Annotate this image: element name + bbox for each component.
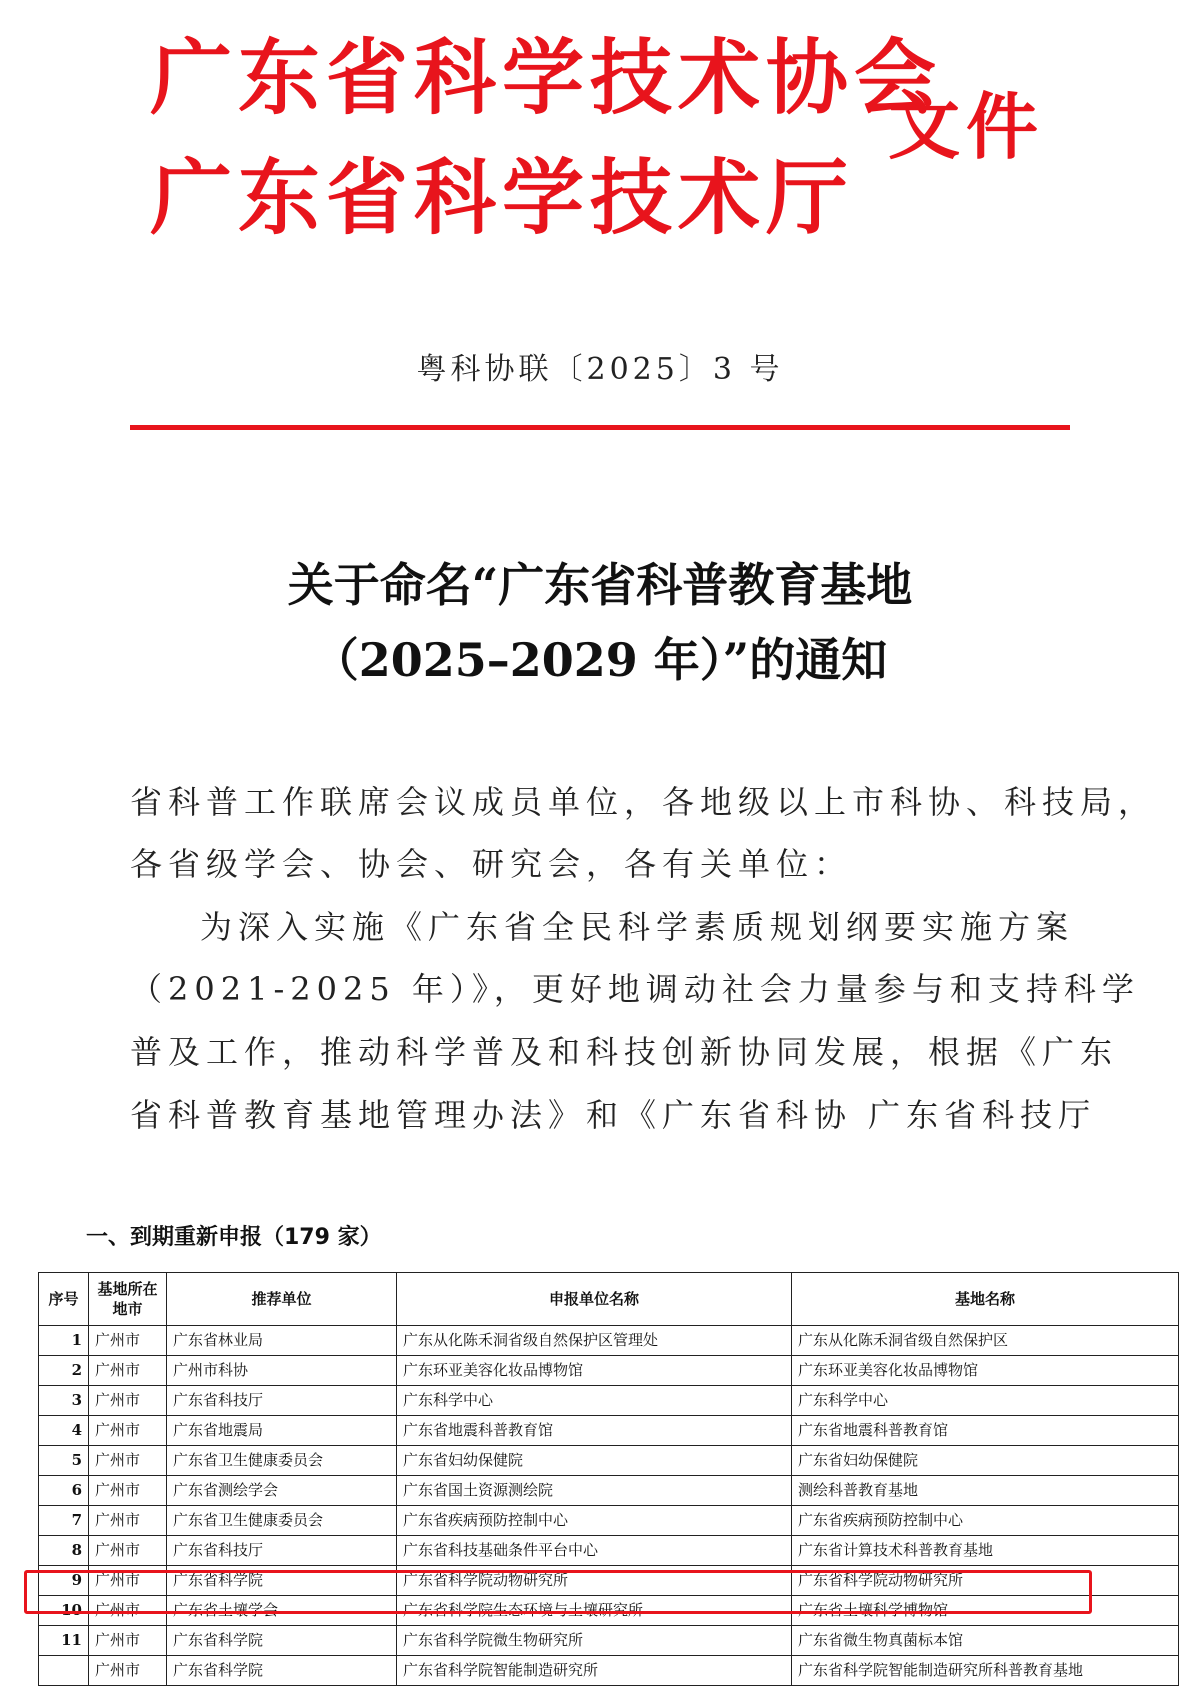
header-divider bbox=[130, 425, 1070, 430]
table-row bbox=[39, 1656, 1179, 1686]
table-row bbox=[39, 1416, 1179, 1446]
table-row bbox=[39, 1386, 1179, 1416]
table-cell-base: 广东省土壤科学博物馆 bbox=[792, 1596, 1179, 1626]
salutation-line-1: 省科普工作联席会议成员单位，各地级以上市科协、科技局， bbox=[130, 783, 1157, 821]
base-list-table bbox=[38, 1272, 1179, 1686]
table-cell-no: 8 bbox=[39, 1536, 89, 1566]
document-number: 粤科协联〔2025〕3 号 bbox=[416, 352, 784, 387]
table-cell-recommender: 广东省科技厅 bbox=[167, 1386, 397, 1416]
table-cell-city: 广州市 bbox=[89, 1506, 167, 1536]
table-cell-recommender: 广东省林业局 bbox=[167, 1326, 397, 1356]
table-cell-no: 3 bbox=[39, 1386, 89, 1416]
table-cell-base: 广东省科学院动物研究所 bbox=[792, 1566, 1179, 1596]
table-cell-applicant: 广东省科学院动物研究所 bbox=[397, 1566, 792, 1596]
column-header: 申报单位名称 bbox=[397, 1273, 792, 1326]
table-cell-no: 11 bbox=[39, 1626, 89, 1656]
table-cell-city: 广州市 bbox=[89, 1386, 167, 1416]
table-cell-recommender: 广州市科协 bbox=[167, 1356, 397, 1386]
table-cell-city: 广州市 bbox=[89, 1476, 167, 1506]
table-cell-recommender: 广东省卫生健康委员会 bbox=[167, 1506, 397, 1536]
table-cell-city: 广州市 bbox=[89, 1566, 167, 1596]
table-cell-applicant: 广东省妇幼保健院 bbox=[397, 1446, 792, 1476]
table-cell-city: 广州市 bbox=[89, 1536, 167, 1566]
column-header: 序号 bbox=[39, 1273, 89, 1326]
table-cell-recommender: 广东省地震局 bbox=[167, 1416, 397, 1446]
table-cell-no: 5 bbox=[39, 1446, 89, 1476]
table-cell-applicant: 广东环亚美容化妆品博物馆 bbox=[397, 1356, 792, 1386]
table-row bbox=[39, 1626, 1179, 1656]
table-cell-base: 广东省疾病预防控制中心 bbox=[792, 1506, 1179, 1536]
table-cell-recommender: 广东省土壤学会 bbox=[167, 1596, 397, 1626]
table-cell-applicant: 广东省科学院智能制造研究所 bbox=[397, 1656, 792, 1686]
body-line-4: 省科普教育基地管理办法》和《广东省科协 广东省科技厅 bbox=[130, 1096, 1097, 1134]
highlight-box-row-9 bbox=[24, 1570, 1092, 1614]
table-cell-no: 6 bbox=[39, 1476, 89, 1506]
table-cell-city: 广州市 bbox=[89, 1596, 167, 1626]
table-cell-recommender: 广东省科学院 bbox=[167, 1656, 397, 1686]
section-heading: 一、到期重新申报（179 家） bbox=[86, 1225, 382, 1250]
table-cell-base: 广东省微生物真菌标本馆 bbox=[792, 1626, 1179, 1656]
table-row bbox=[39, 1506, 1179, 1536]
table-cell-no bbox=[39, 1656, 89, 1686]
table-cell-no: 2 bbox=[39, 1356, 89, 1386]
table-cell-city: 广州市 bbox=[89, 1356, 167, 1386]
table-cell-applicant: 广东从化陈禾洞省级自然保护区管理处 bbox=[397, 1326, 792, 1356]
table-cell-no: 10 bbox=[39, 1596, 89, 1626]
issuer-line-2: 广东省科学技术厅 bbox=[150, 150, 855, 246]
issuer-line-1: 广东省科学技术协会 bbox=[150, 30, 943, 126]
table-cell-base: 广东省妇幼保健院 bbox=[792, 1446, 1179, 1476]
table-cell-no: 7 bbox=[39, 1506, 89, 1536]
table-cell-applicant: 广东科学中心 bbox=[397, 1386, 792, 1416]
table-cell-applicant: 广东省国土资源测绘院 bbox=[397, 1476, 792, 1506]
table-cell-city: 广州市 bbox=[89, 1656, 167, 1686]
column-header: 推荐单位 bbox=[167, 1273, 397, 1326]
column-header: 基地所在地市 bbox=[89, 1273, 167, 1326]
body-line-2: （2021-2025 年）》，更好地调动社会力量参与和支持科学 bbox=[130, 970, 1140, 1008]
table-row bbox=[39, 1446, 1179, 1476]
table-cell-city: 广州市 bbox=[89, 1446, 167, 1476]
table-cell-base: 广东省地震科普教育馆 bbox=[792, 1416, 1179, 1446]
table-cell-applicant: 广东省科技基础条件平台中心 bbox=[397, 1536, 792, 1566]
body-line-3: 普及工作，推动科学普及和科技创新协同发展，根据《广东 bbox=[130, 1033, 1119, 1071]
table-cell-base: 测绘科普教育基地 bbox=[792, 1476, 1179, 1506]
table-cell-applicant: 广东省科学院微生物研究所 bbox=[397, 1626, 792, 1656]
table-row bbox=[39, 1536, 1179, 1566]
table-cell-applicant: 广东省科学院生态环境与土壤研究所 bbox=[397, 1596, 792, 1626]
table-cell-no: 4 bbox=[39, 1416, 89, 1446]
table-cell-no: 9 bbox=[39, 1566, 89, 1596]
table-cell-base: 广东从化陈禾洞省级自然保护区 bbox=[792, 1326, 1179, 1356]
salutation-line-2: 各省级学会、协会、研究会，各有关单位： bbox=[130, 845, 853, 883]
table-cell-base: 广东环亚美容化妆品博物馆 bbox=[792, 1356, 1179, 1386]
table-cell-base: 广东省科学院智能制造研究所科普教育基地 bbox=[792, 1656, 1179, 1686]
table-cell-city: 广州市 bbox=[89, 1326, 167, 1356]
body-line-1: 为深入实施《广东省全民科学素质规划纲要实施方案 bbox=[200, 908, 1075, 946]
table-row bbox=[39, 1476, 1179, 1506]
table-cell-city: 广州市 bbox=[89, 1416, 167, 1446]
table-cell-recommender: 广东省科学院 bbox=[167, 1566, 397, 1596]
table-cell-base: 广东省计算技术科普教育基地 bbox=[792, 1536, 1179, 1566]
table-cell-applicant: 广东省地震科普教育馆 bbox=[397, 1416, 792, 1446]
table-header-row bbox=[39, 1273, 1179, 1326]
document-suffix: 文件 bbox=[888, 84, 1045, 169]
column-header: 基地名称 bbox=[792, 1273, 1179, 1326]
notice-title-line-2: （2025–2029 年）”的通知 bbox=[312, 633, 888, 687]
table-cell-no: 1 bbox=[39, 1326, 89, 1356]
table-cell-recommender: 广东省科技厅 bbox=[167, 1536, 397, 1566]
table-cell-recommender: 广东省卫生健康委员会 bbox=[167, 1446, 397, 1476]
table-cell-applicant: 广东省疾病预防控制中心 bbox=[397, 1506, 792, 1536]
table-row bbox=[39, 1356, 1179, 1386]
table-cell-city: 广州市 bbox=[89, 1626, 167, 1656]
notice-title-line-1: 关于命名“广东省科普教育基地 bbox=[287, 558, 913, 612]
table-cell-recommender: 广东省科学院 bbox=[167, 1626, 397, 1656]
table-cell-base: 广东科学中心 bbox=[792, 1386, 1179, 1416]
table-row bbox=[39, 1326, 1179, 1356]
table-cell-recommender: 广东省测绘学会 bbox=[167, 1476, 397, 1506]
